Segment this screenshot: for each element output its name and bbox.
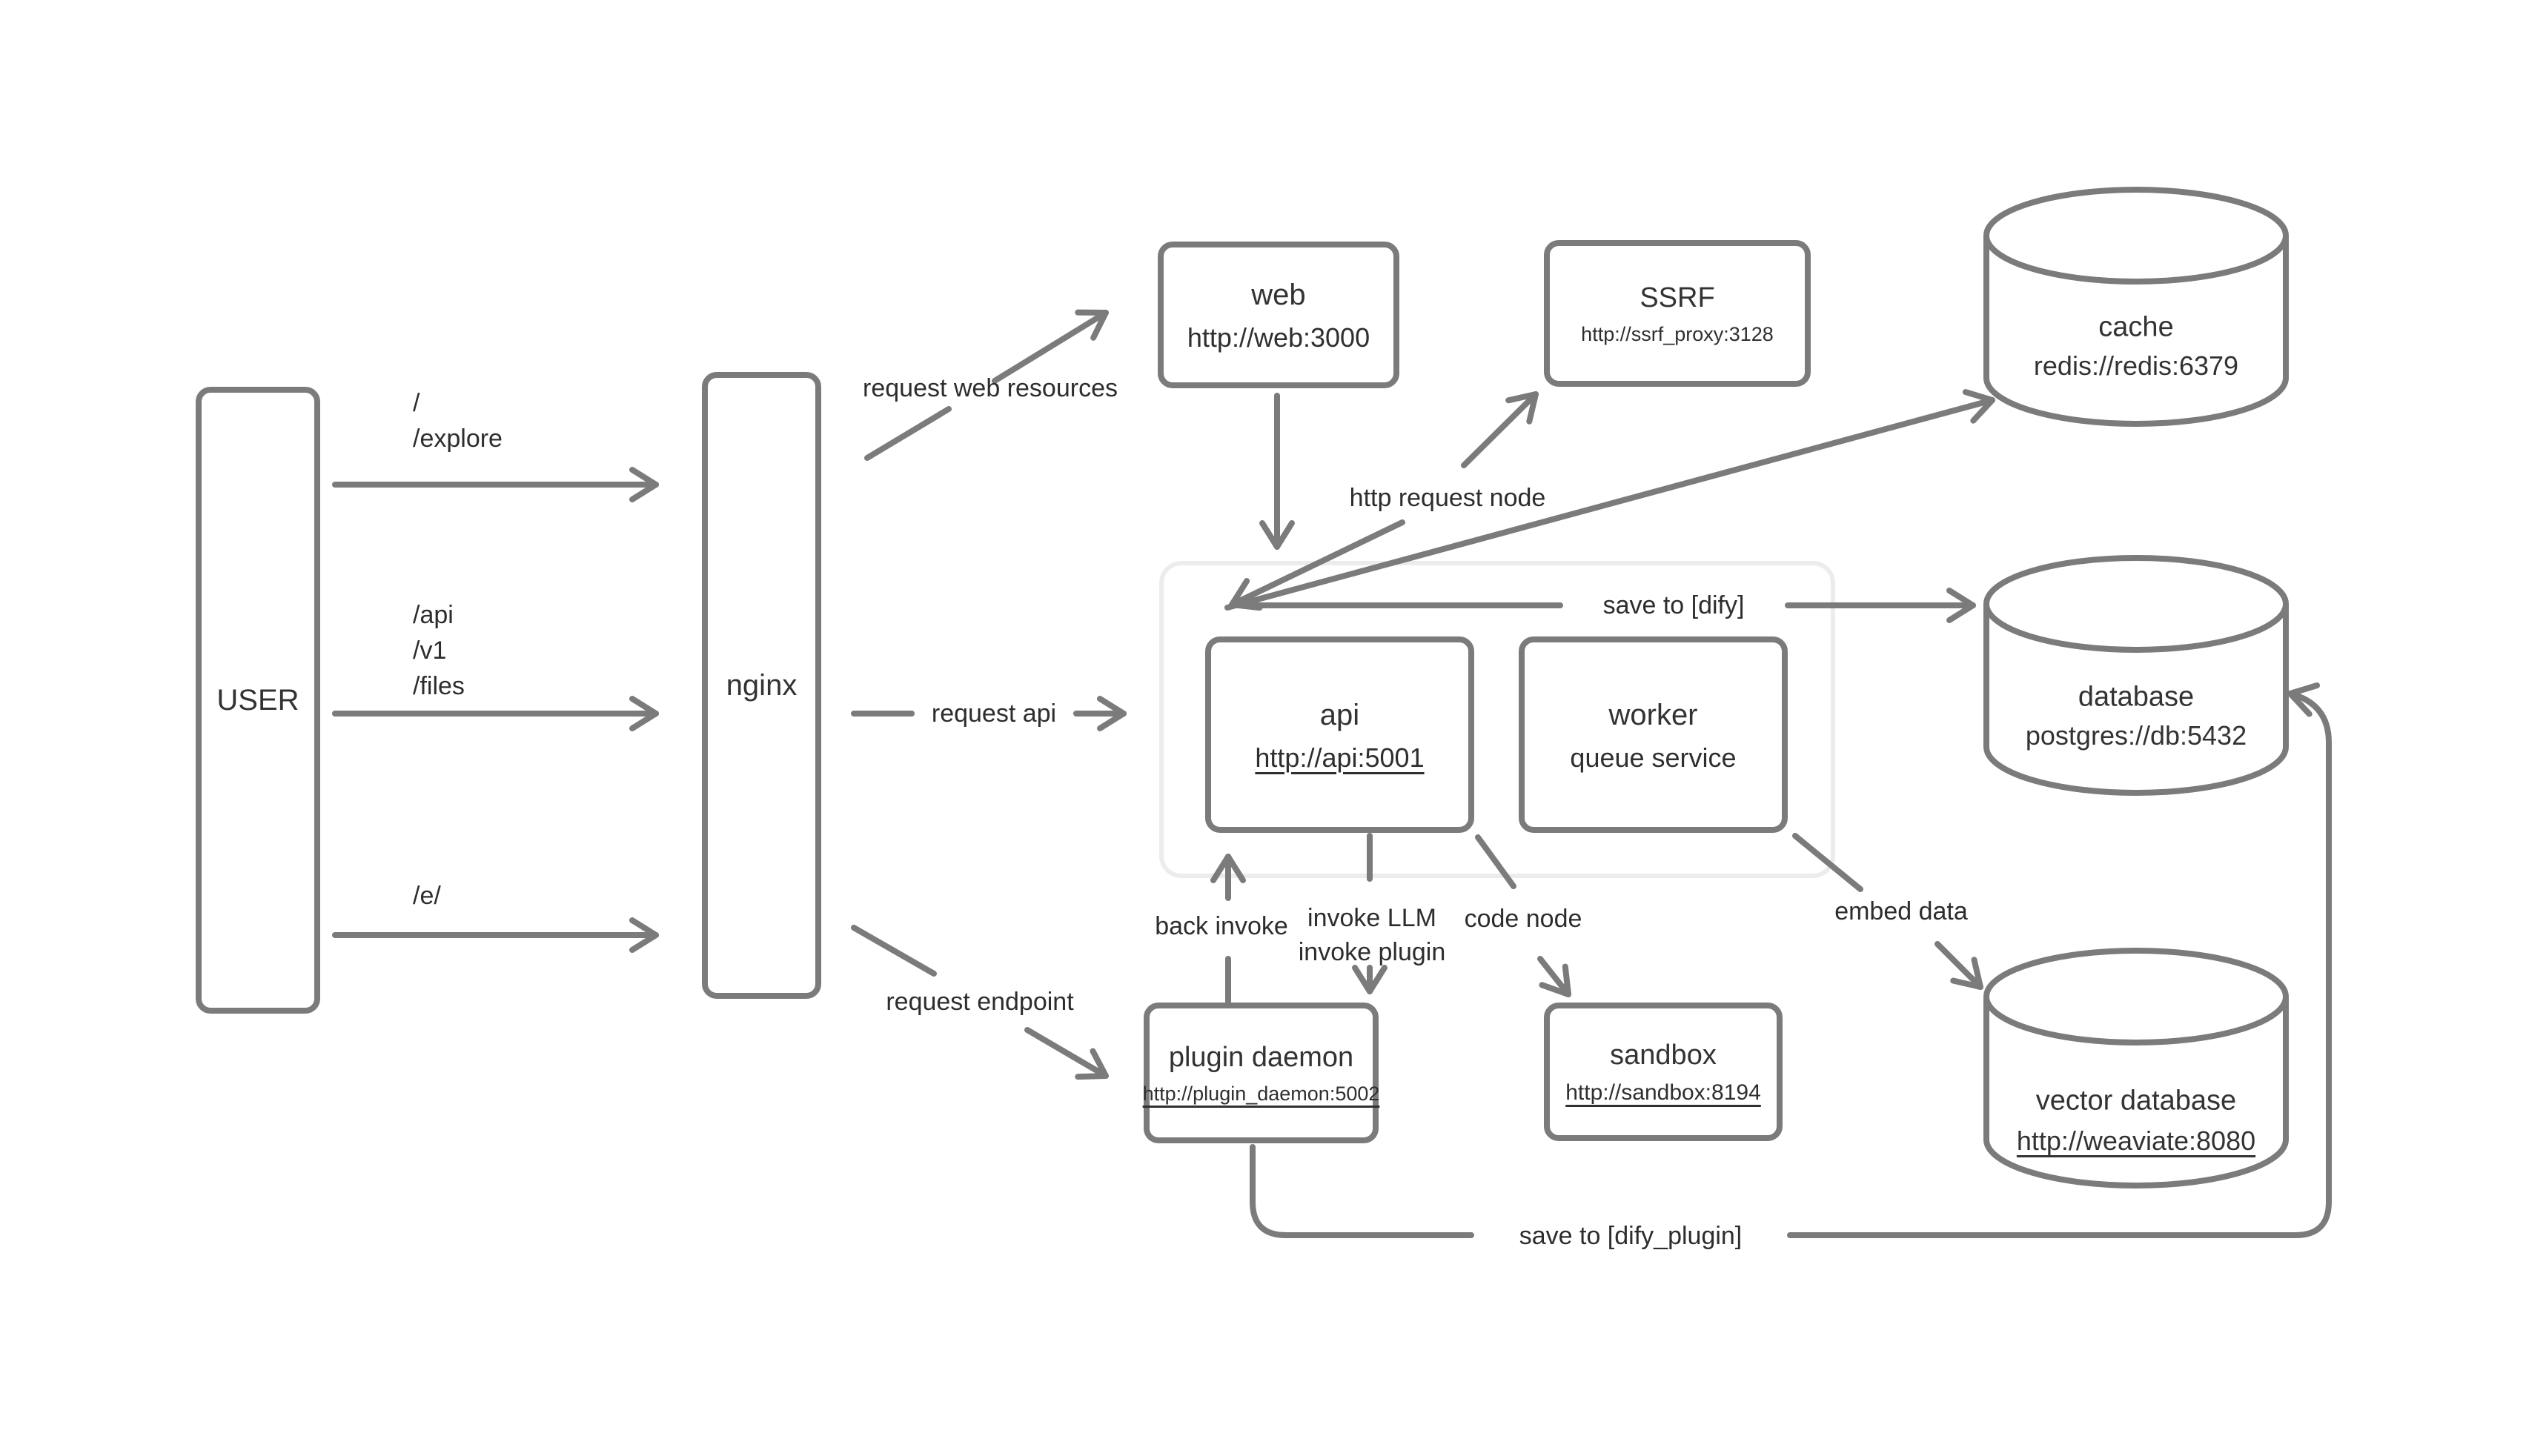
label-request-api: request api [931, 699, 1057, 728]
node-web-url: http://web:3000 [1187, 322, 1370, 353]
node-plugin-daemon-url[interactable]: http://plugin_daemon:5002 [1142, 1083, 1380, 1106]
label-request-endpoint: request endpoint [886, 988, 1074, 1016]
node-user [196, 387, 320, 1014]
node-worker-title: worker [1608, 698, 1698, 731]
vector-database-url[interactable]: http://weaviate:8080 [2016, 1126, 2256, 1156]
arrow-ssrf-line-lower [1232, 522, 1402, 605]
path-root: / [413, 389, 420, 417]
arrow-embed-data-head [1937, 944, 1980, 987]
node-api [1205, 636, 1474, 833]
node-ssrf-title: SSRF [1640, 282, 1715, 313]
label-invoke-llm: invoke LLM [1307, 904, 1436, 932]
path-files: /files [413, 672, 465, 700]
label-embed-data: embed data [1834, 897, 1968, 925]
label-request-web-resources: request web resources [863, 374, 1118, 402]
node-plugin-daemon-title: plugin daemon [1168, 1041, 1354, 1073]
vector-database-title: vector database [2035, 1085, 2237, 1117]
node-sandbox [1544, 1003, 1783, 1141]
database-title: database [2078, 681, 2195, 713]
cache-url: redis://redis:6379 [2033, 350, 2239, 381]
node-ssrf-url: http://ssrf_proxy:3128 [1581, 323, 1774, 346]
arrow-embed-data-segment [1795, 836, 1860, 889]
node-sandbox-url[interactable]: http://sandbox:8194 [1565, 1080, 1761, 1106]
label-save-to-dify: save to [dify] [1602, 591, 1745, 619]
node-ssrf [1544, 240, 1811, 387]
user-web-paths [413, 385, 503, 456]
database-cylinder [1986, 558, 2286, 793]
arrow-code-node-segment [1478, 837, 1514, 886]
node-web-title: web [1251, 279, 1306, 311]
node-worker-subtitle: queue service [1570, 742, 1737, 773]
node-web [1158, 242, 1399, 388]
label-save-to-dify-plugin: save to [dify_plugin] [1519, 1222, 1743, 1250]
node-nginx [702, 372, 821, 999]
path-e: /e/ [413, 882, 441, 910]
node-api-url[interactable]: http://api:5001 [1255, 742, 1425, 773]
arrow-request-endpoint-head [1027, 1030, 1106, 1076]
user-api-paths [413, 597, 465, 704]
node-user-label: USER [216, 684, 299, 717]
label-back-invoke: back invoke [1155, 912, 1288, 940]
arrow-api-to-ssrf [1464, 394, 1536, 465]
arrow-code-node-head [1540, 959, 1568, 994]
label-code-node: code node [1464, 905, 1582, 933]
label-http-request-node: http request node [1349, 484, 1546, 512]
path-api: /api [413, 601, 454, 629]
arrow-api-to-cache [1227, 400, 1992, 608]
label-invoke-plugin: invoke plugin [1298, 938, 1446, 966]
cache-cylinder [1986, 190, 2286, 424]
arrow-save-dify-plugin-segment [1253, 1147, 1471, 1235]
node-plugin-daemon [1144, 1003, 1379, 1143]
node-nginx-label: nginx [726, 669, 798, 702]
path-v1: /v1 [413, 636, 447, 665]
label-invoke [1299, 901, 1445, 969]
path-explore: /explore [413, 425, 503, 453]
arrow-nginx-to-web-segment [867, 409, 949, 458]
arrow-request-endpoint-segment [854, 928, 934, 974]
node-sandbox-title: sandbox [1610, 1039, 1717, 1071]
node-api-title: api [1319, 698, 1360, 731]
cache-title: cache [2098, 311, 2174, 343]
node-worker [1519, 636, 1788, 833]
user-endpoint-paths [413, 878, 441, 914]
database-url: postgres://db:5432 [2025, 720, 2247, 751]
